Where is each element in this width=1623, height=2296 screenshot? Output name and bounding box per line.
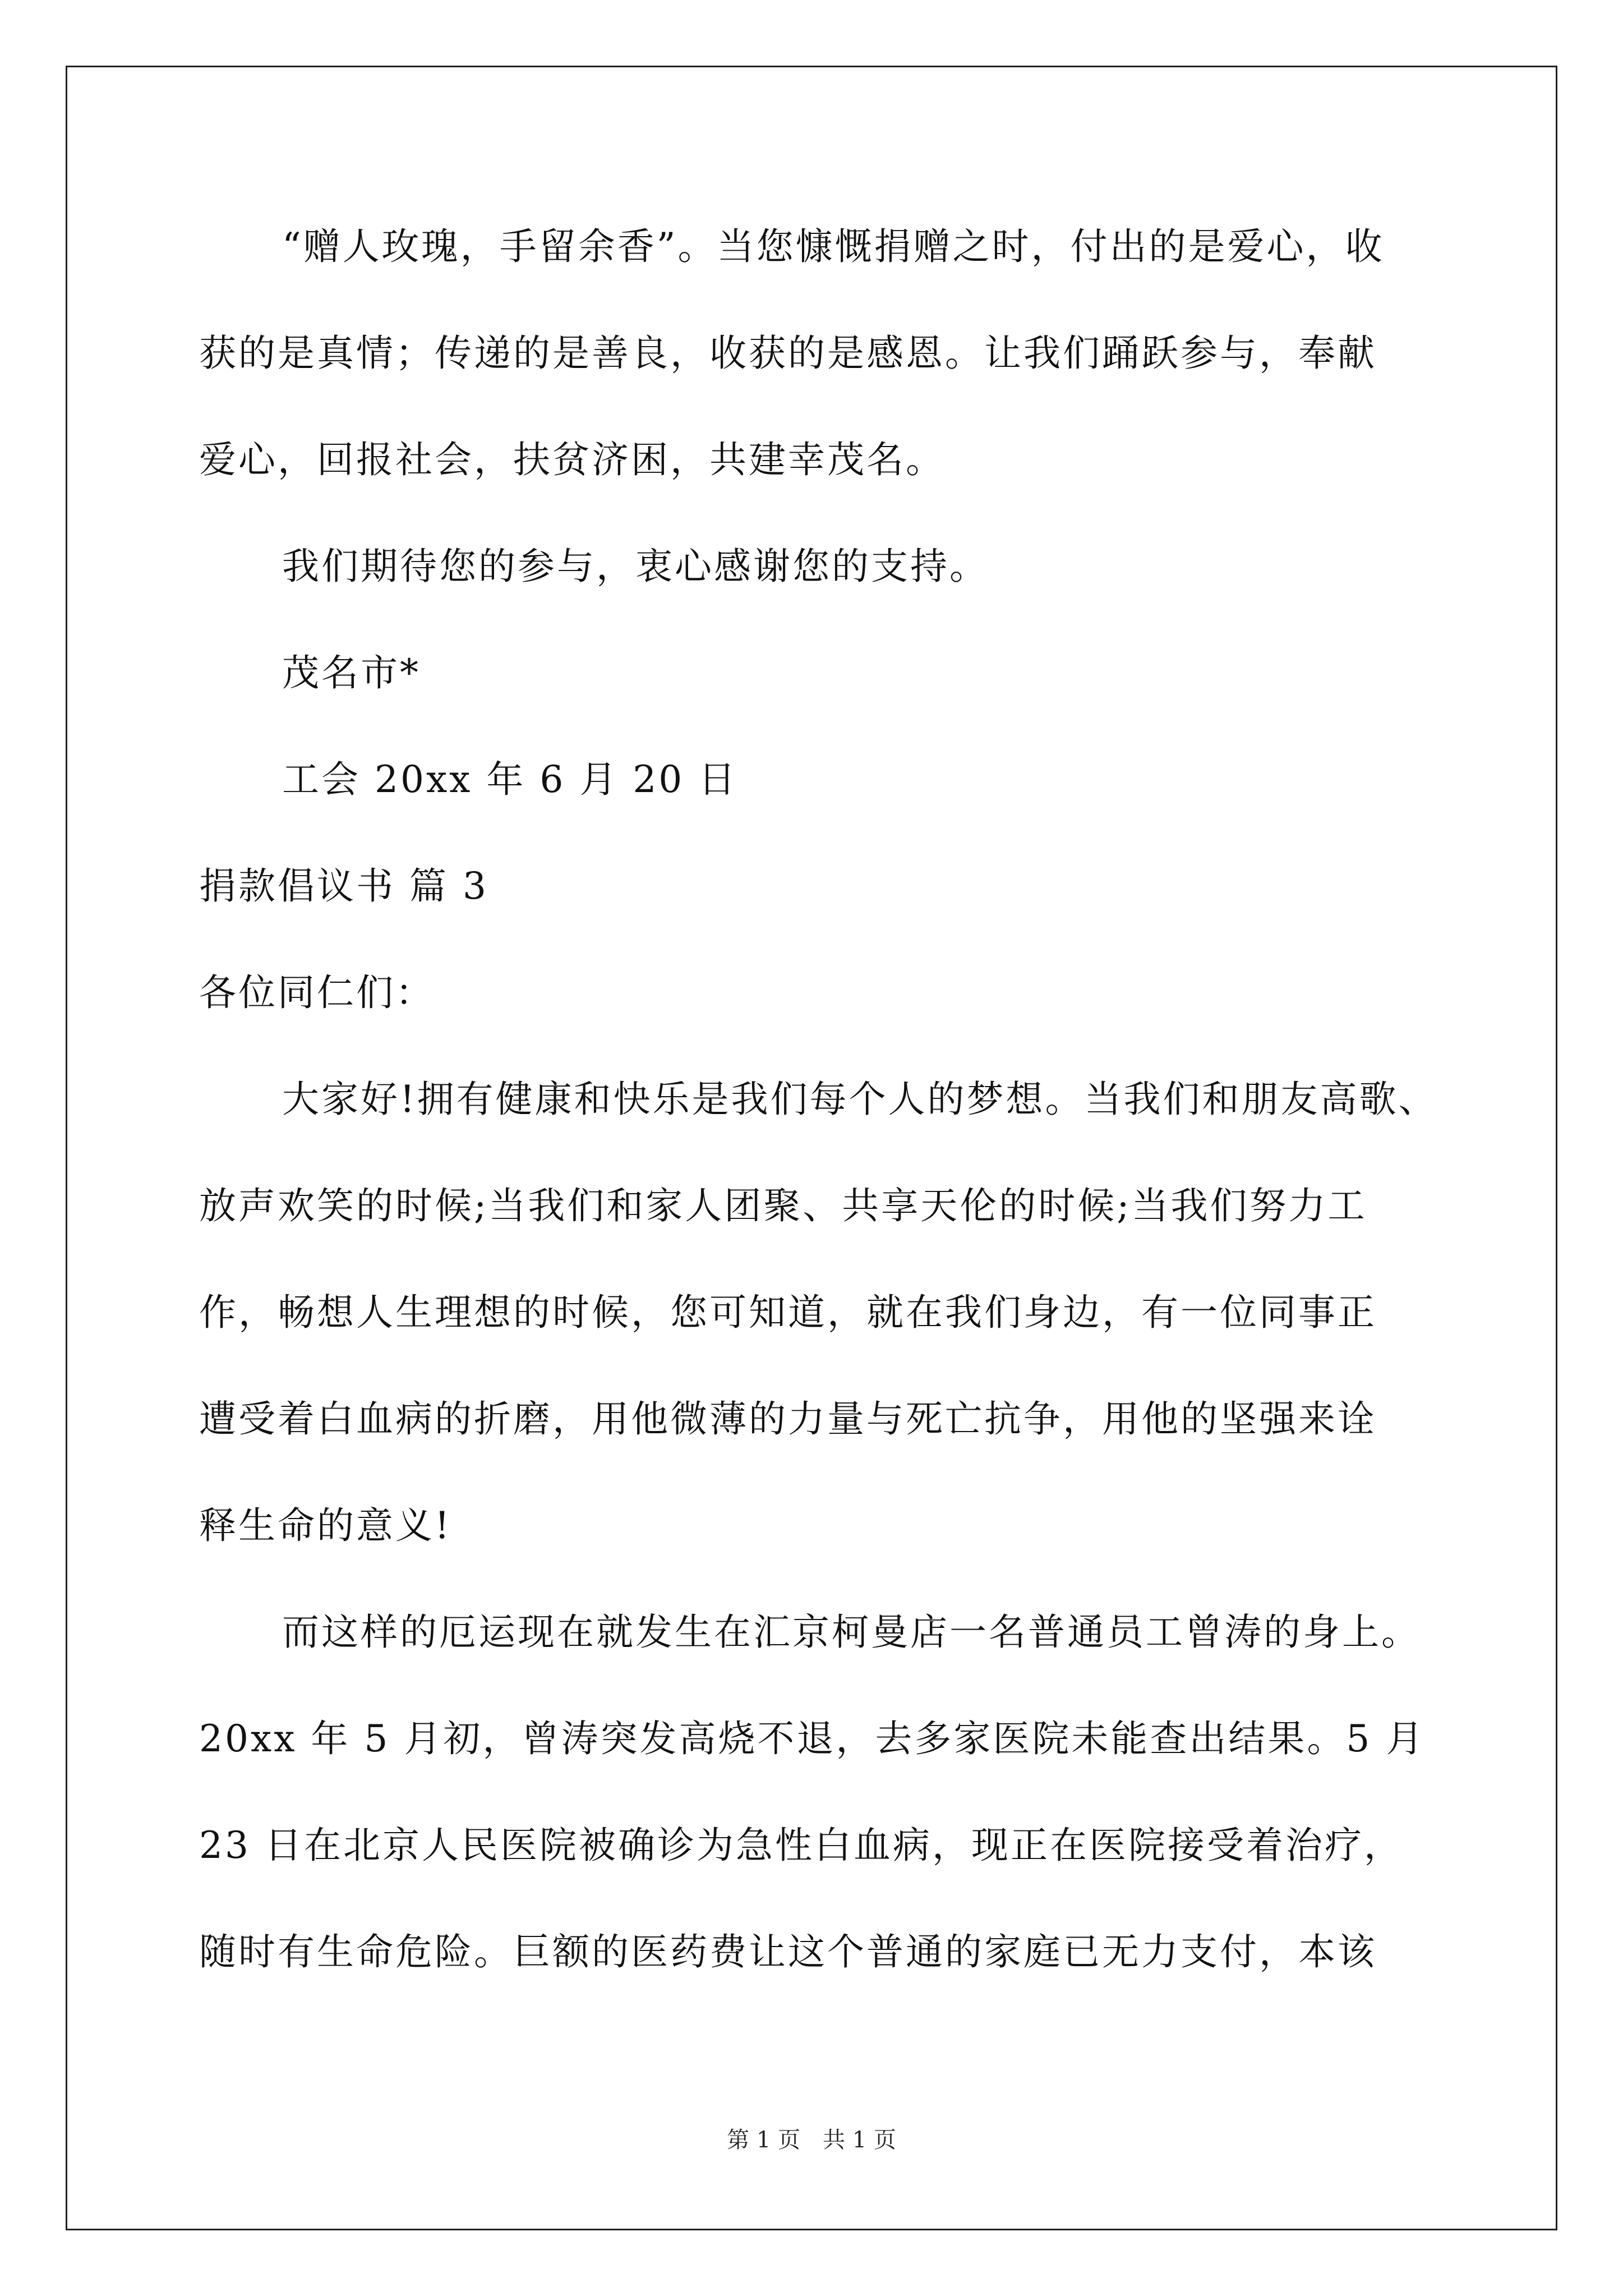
paragraph-line: 释生命的意义!: [199, 1504, 452, 1547]
page-number-footer: 第 1 页 共 1 页: [727, 2127, 896, 2153]
paragraph-line: 作，畅想人生理想的时候，您可知道，就在我们身边，有一位同事正: [199, 1291, 1377, 1334]
paragraph-line: 放声欢笑的时候;当我们和家人团聚、共享天伦的时候;当我们努力工: [199, 1184, 1367, 1227]
paragraph-line: 遭受着白血病的折磨，用他微薄的力量与死亡抗争，用他的坚强来诠: [199, 1397, 1377, 1441]
date-line: 工会 20xx 年 6 月 20 日: [282, 758, 738, 801]
paragraph-line: 大家好!拥有健康和快乐是我们每个人的梦想。当我们和朋友高歌、: [282, 1078, 1438, 1121]
paragraph-line: 我们期待您的参与，衷心感谢您的支持。: [282, 545, 989, 588]
paragraph-line: 爱心，回报社会，扶贫济困，共建幸茂名。: [199, 438, 945, 481]
paragraph-line: 23 日在北京人民医院被确诊为急性白血病，现正在医院接受着治疗，: [199, 1824, 1403, 1867]
paragraph-line: 获的是真情；传递的是善良，收获的是感恩。让我们踊跃参与，奉献: [199, 332, 1377, 375]
signature-line: 茂名市*: [282, 651, 421, 694]
salutation: 各位同仁们：: [199, 971, 435, 1014]
paragraph-line: 随时有生命危险。巨额的医药费让这个普通的家庭已无力支付，本该: [199, 1930, 1377, 1973]
page-border: [66, 66, 1557, 2230]
paragraph-line: “赠人玫瑰，手留余香”。当您慷慨捐赠之时，付出的是爱心，收: [282, 225, 1385, 268]
section-heading: 捐款倡议书 篇 3: [199, 864, 488, 908]
paragraph-line: 而这样的厄运现在就发生在汇京柯曼店一名普通员工曾涛的身上。: [282, 1611, 1421, 1654]
paragraph-line: 20xx 年 5 月初，曾涛突发高烧不退，去多家医院未能查出结果。5 月: [199, 1717, 1426, 1760]
